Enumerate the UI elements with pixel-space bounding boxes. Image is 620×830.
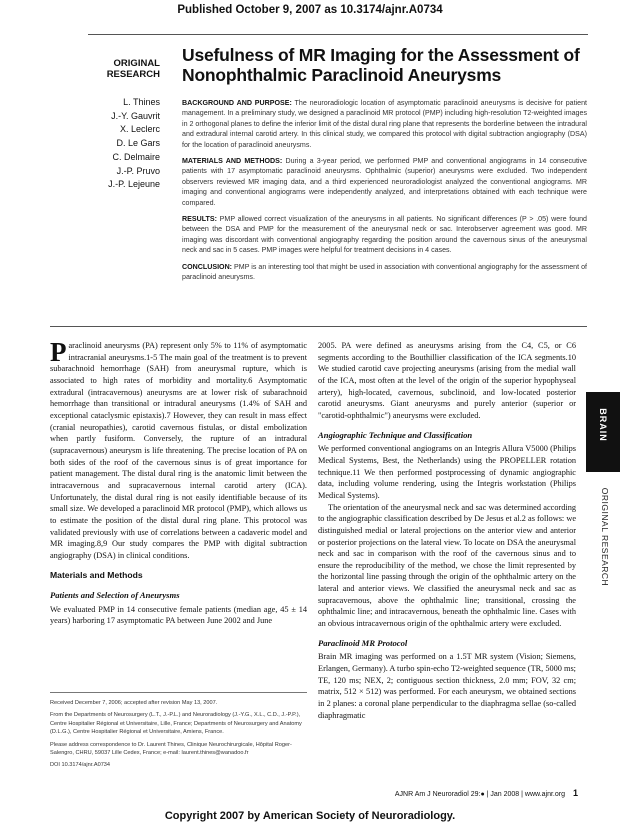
subsection-heading-mr: Paraclinoid MR Protocol [318, 637, 408, 648]
section-heading-methods: Materials and Methods [50, 570, 143, 581]
journal-citation: AJNR Am J Neuroradiol 29:● | Jan 2008 | www.ajnr.org [394, 791, 565, 798]
author: L. Thines [123, 97, 160, 107]
abstract-methods [182, 156, 587, 208]
abstract-heading: RESULTS: [182, 215, 217, 224]
body-paragraph: 2005. PA were defined as aneurysms arising from the C4, C5, or C6 segments according to the Bouthillier classification of the ICA segments.10 We studied carotid cave projecting aneurysms (arising from the medial wall of the ICA, most often at the level of the origin of the superior hypophyseal artery), high-located, cavernous, subclinoid, and low-located posterior carotid aneurysms. Giant aneurysms and purely anterior (superior or "carotid-ophthalmic") aneurysms were excluded. [318, 341, 576, 420]
footnote-doi: DOI 10.3174/ajnr.A0734 [50, 762, 111, 769]
header-divider [88, 34, 588, 35]
abstract-text: The neuroradiologic location of asymptomatic paraclinoid aneurysms is decisive for patient management. In a preliminary study, we designed a paraclinoid MR protocol (PMP) including high-resolution T2-weighted images in 2 orthogonal planes to define the inferior limit of the distal dural ring plane that represents the borderline between the intradural and extradural internal carotid artery. In this clinical study, we compared this protocol with digital subtraction angiography (DSA) for the location of paraclinoid aneurysms. [182, 99, 587, 149]
author-list [75, 96, 160, 192]
body-column-right [318, 340, 576, 721]
section-tab-brain-label: BRAIN [598, 408, 608, 442]
section-tab-original-research-label: ORIGINAL RESEARCH [600, 487, 610, 587]
author: J.-Y. Gauvrit [111, 110, 160, 121]
intro-text: araclinoid aneurysms (PA) represent only 5% to 11% of asymptomatic intracranial aneurysms.1-5 The main goal of the treatment is to prevent subarachnoid hemorrhage (SAH) from aneurysmal rupture, which is associated to high rates of morbidity and mortality.6 Asymptomatic extradural (intracavernous) aneurysms are at lower risk of subarachnoid hemorrhage than transitional or intradural aneurysms (1.4% of SAH and exceptional cataclysmic epistaxis).7 However, they can result in mass effect (cranial neuropathies), carotid cavernous fistulas, or distal embolization when partly fusiform. Conversely, the rupture of an intradural (supracavernous) aneurysm is life threatening. The precise location of PA on both sides of the roof of the cavernous sinus is of great importance for patient management. The distal dural ring is the anatomic limit between the intracavernous and supracavernous internal carotid artery (ICA). Unfortunately, the distal dural ring is not easily identifiable because of its small size. We developed a paraclinoid MR protocol (PMP), which allows us to estimate the position of the distal dural ring plane. This protocol was validated previously with use of correlations between a cadaveric model and MR imaging.8,9 Our study compares the PMP with digital subtraction angiography (DSA) in clinical conditions. [50, 341, 307, 560]
article-title: Usefulness of MR Imaging for the Assessment of Nonophthalmic Paraclinoid Aneurysms [182, 45, 580, 85]
footnote-correspondence: Please address correspondence to Dr. Laurent Thines, Clinique Neurochirurgicale, Hôpital Roger-Salengro, CHRU, 59037 Lille Cedex, France; e-mail: laurent.thines@wanadoo.fr [50, 741, 292, 757]
author: D. Le Gars [116, 138, 160, 149]
abstract-heading: CONCLUSION: [182, 262, 233, 271]
abstract-text: During a 3-year period, we performed PMP and conventional angiograms in 14 consecutive patients with 17 asymptomatic paraclinoid aneurysms. Ophthalmic (superior) aneurysms were excluded. Two independent observers reviewed MR imaging data, and a third experienced neuroradiologist analyzed the conventional angiograms. MR imaging and conventional angiograms were independently analyzed, and interpretations obtained with each technique were compared. [182, 157, 587, 207]
body-paragraph: The orientation of the aneurysmal neck and sac was determined according to the angiographic classification described by De Jesus et al.2 as follows: we distinguished medial or lateral projections on the anterior view and anterior or posterior projections on the lateral view. To locate on DSA the aneurysmal neck and sac in comparison with the roof of the cavernous sinus and to ensure the reproducibility of the method, we chose the limit represented by the horizontal line passing through the origin of the ophthalmic artery on the lateral and anterior views. We classified the aneurysmal neck and sac as supracavernous, above the ophthalmic line; transitional, crossing the ophthalmic line; and intracavernous, beneath the ophthalmic line. Cases with an obvious intracavernous origin of the ophthalmic artery were excluded. [318, 502, 576, 629]
section-label-line-2: RESEARCH [106, 69, 160, 80]
footnotes [50, 699, 307, 774]
author: X. Leclerc [119, 124, 160, 135]
abstract [182, 98, 587, 289]
body-paragraph: We performed conventional angiograms on an Integris Allura V5000 (Philips Medical Systems, Best, the Netherlands) using the PROPELLER rotation technique.11 We then performed postprocessing of dynamic angiographic data, including volume rendering, using the Integris workstation (Philips Medical Systems). [318, 444, 576, 500]
section-label-line-1: ORIGINAL [113, 58, 160, 69]
abstract-heading: MATERIALS AND METHODS: [182, 157, 283, 166]
author: J.-P. Pruvo [116, 165, 160, 176]
author: J.-P. Lejeune [108, 179, 160, 190]
copyright-notice: Copyright 2007 by American Society of Neuroradiology. [164, 810, 456, 822]
author: C. Delmaire [112, 151, 160, 162]
abstract-text: PMP is an interesting tool that might be used in association with conventional angiography for the assessment of paraclinoid aneurysms. [182, 262, 587, 282]
abstract-divider [50, 326, 587, 327]
abstract-background [182, 98, 587, 150]
abstract-heading: BACKGROUND AND PURPOSE: [182, 99, 292, 107]
patients-paragraph: We evaluated PMP in 14 consecutive female patients (median age, 45 ± 14 years) harboring 17 asymptomatic PA between June 2002 and June [50, 604, 307, 626]
subsection-heading-angio: Angiographic Technique and Classification [318, 429, 473, 440]
footnote-affiliations: From the Departments of Neurosurgery (L.T., J.-P.L.) and Neuroradiology (J.-Y.G., X.L., C.D., J.-P.P.), Centre Hospitalier Régional et Universitaire, Lille, France; Departments of Neurosurgery and Anatomy (D.L.G.), Centre Hospitalier Régional et Universitaire, Amiens, France. [50, 712, 302, 736]
body-paragraph: Brain MR imaging was performed on a 1.5T MR system (Vision; Siemens, Erlangen, Germany). A turbo spin-echo T2-weighted sequence (TR, 5000 ms; TE, 120 ms; NEX, 2; contiguous section thickness, 2.0 mm; FOV, 32 cm; matrix, 512 × 512) was performed. For each aneurysm, we obtained sections in 2 planes: a coronal plane perpendicular to the diaphragma sellae (so-called diaphragmatic [318, 652, 576, 720]
section-label [85, 58, 160, 80]
publication-banner: Published October 9, 2007 as 10.3174/ajnr.A0734 [177, 4, 443, 16]
running-footer [318, 788, 578, 798]
abstract-conclusion [182, 262, 587, 283]
intro-paragraph [50, 337, 307, 561]
footnote-received: Received December 7, 2006; accepted after revision May 13, 2007. [50, 700, 218, 706]
subsection-heading-patients: Patients and Selection of Aneurysms [50, 590, 180, 601]
body-column-left [50, 337, 307, 627]
footnote-divider [50, 692, 307, 693]
abstract-text: PMP allowed correct visualization of the aneurysms in all patients. No significant differences (P > .05) were found between the DSA and PMP for the measurement of the aneurysmal neck or sac. Interobserver agreement was good. MR imaging was discordant with conventional angiography regarding the position around the cavernous sinus of the aneurysmal neck and sac in 5 cases. PMP images were helpful for treatment decisions in 4 cases. [182, 215, 587, 255]
drop-cap: P [50, 337, 67, 367]
abstract-results [182, 214, 587, 256]
page-number: 1 [572, 788, 578, 798]
